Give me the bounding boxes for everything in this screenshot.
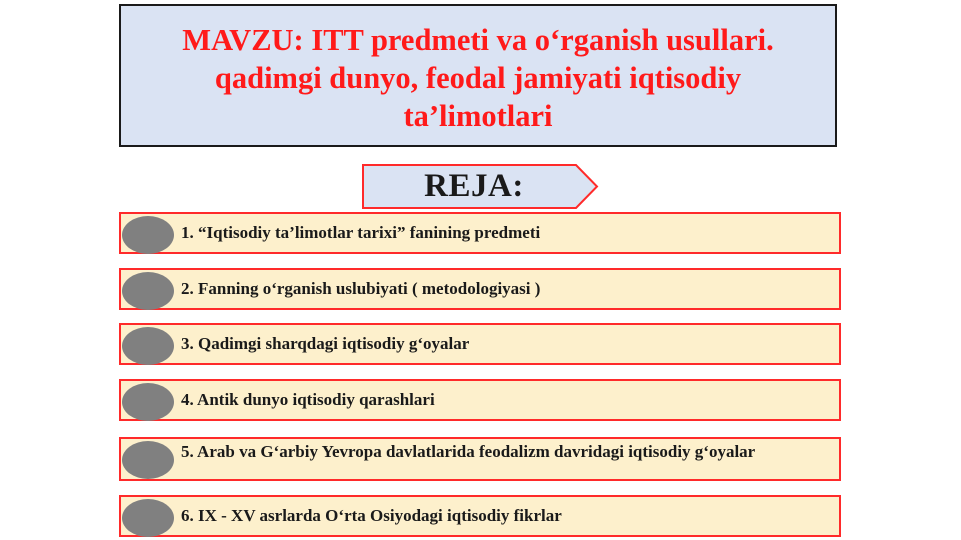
reja-label: REJA: (424, 168, 524, 204)
bullet-circle-icon (122, 216, 174, 254)
slide-title (182, 21, 773, 135)
plan-item-text: 6. IX - XV asrlarda O‘rta Osiyodagi iqtisodiy fikrlar (181, 506, 562, 525)
plan-item-3 (119, 323, 841, 365)
plan-item-6 (119, 495, 841, 537)
title-box (119, 4, 837, 147)
bullet-circle-icon (122, 441, 174, 479)
plan-item-1 (119, 212, 841, 254)
plan-item-5 (119, 437, 841, 481)
plan-item-text: 4. Antik dunyo iqtisodiy qarashlari (181, 390, 435, 409)
reja-arrow-banner (362, 164, 600, 209)
plan-item-4 (119, 379, 841, 421)
bullet-circle-icon (122, 327, 174, 365)
title-line-3: ta’limotlari (403, 98, 553, 133)
bullet-circle-icon (122, 272, 174, 310)
bullet-circle-icon (122, 499, 174, 537)
plan-item-text: 5. Arab va G‘arbiy Yevropa davlatlarida feodalizm davridagi iqtisodiy g‘oyalar (181, 442, 756, 461)
bullet-circle-icon (122, 383, 174, 421)
plan-item-text: 1. “Iqtisodiy ta’limotlar tarixi” fanining predmeti (181, 223, 541, 242)
plan-item-text: 2. Fanning o‘rganish uslubiyati ( metodologiyasi ) (181, 279, 541, 298)
plan-item-2 (119, 268, 841, 310)
title-line-2: qadimgi dunyo, feodal jamiyati iqtisodiy (214, 60, 742, 95)
title-line-1: MAVZU: ITT predmeti va o‘rganish usullari. (182, 22, 774, 57)
plan-item-text: 3. Qadimgi sharqdagi iqtisodiy g‘oyalar (181, 334, 470, 353)
